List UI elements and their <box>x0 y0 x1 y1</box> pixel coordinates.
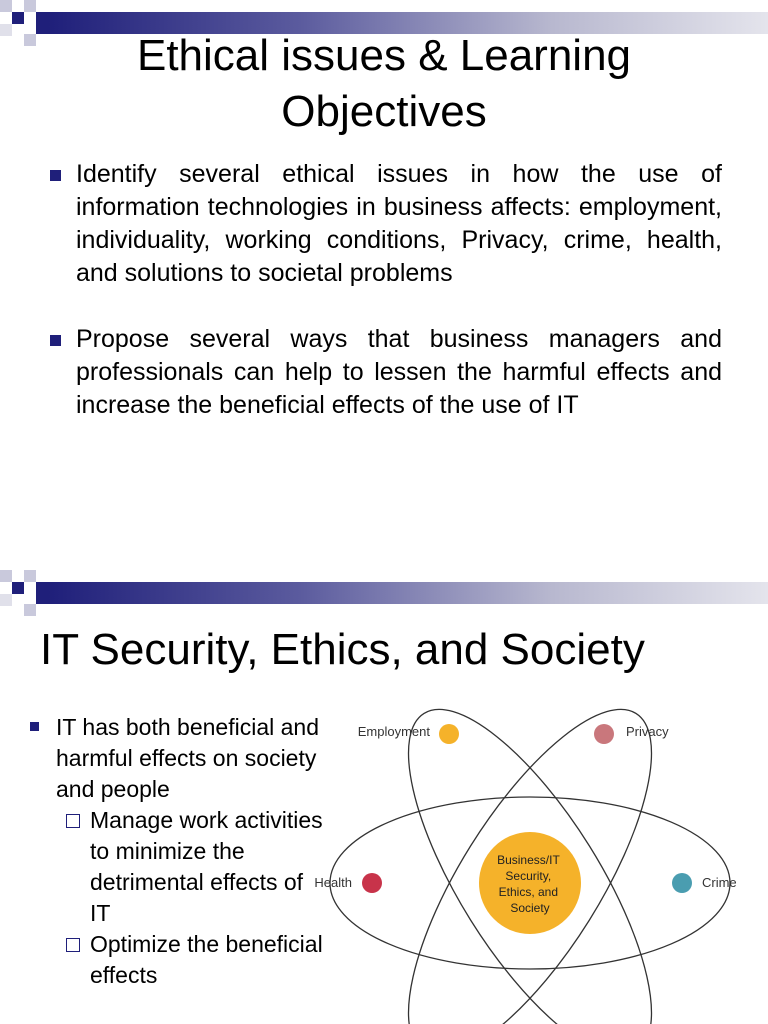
ethics-orbit-diagram <box>300 700 768 1024</box>
list-item <box>44 158 722 290</box>
list-item <box>44 323 722 422</box>
list-item <box>24 712 324 991</box>
sub-bullet-text: Manage work activities to minimize the detrimental effects of IT <box>90 807 323 926</box>
square-bullet-icon <box>50 170 61 181</box>
bullet-text: Propose several ways that business managers and professionals can help to lessen the harmful effects and increase the beneficial effects of the use of IT <box>76 325 722 419</box>
title-line-1: Ethical issues & Learning <box>136 31 632 80</box>
center-label-line: Society <box>510 901 550 915</box>
crime-label: Crime <box>702 875 737 890</box>
hollow-square-bullet-icon <box>66 938 80 952</box>
privacy-node <box>594 724 614 744</box>
sub-list <box>56 805 324 991</box>
slide-it-security <box>0 570 768 1024</box>
title-line-2: Objectives <box>281 87 487 136</box>
crime-node <box>672 873 692 893</box>
sub-list-item <box>56 805 324 929</box>
center-circle <box>479 832 581 934</box>
center-label-line: Ethics, and <box>498 885 559 899</box>
center-label-line: Security, <box>505 869 552 883</box>
hollow-square-bullet-icon <box>66 814 80 828</box>
employment-node <box>439 724 459 744</box>
sub-bullet-text: Optimize the beneficial effects <box>90 931 323 988</box>
slide-header-decoration <box>0 570 768 616</box>
bullet-text: Identify several ethical issues in how the use of information technologies in business affects: employment, individuality, working conditions, Privacy, crime, health, and solutions to societal problems <box>76 160 722 287</box>
center-label-line: Business/IT <box>497 853 560 867</box>
bullet-text: IT has both beneficial and harmful effects on society and people <box>56 714 319 802</box>
privacy-label: Privacy <box>626 724 669 739</box>
sub-list-item <box>56 929 324 991</box>
square-bullet-icon <box>50 335 61 346</box>
health-label: Health <box>314 875 352 890</box>
objectives-list <box>44 158 722 455</box>
employment-label: Employment <box>357 724 430 739</box>
health-node <box>362 873 382 893</box>
slide-title: IT Security, Ethics, and Society <box>40 625 645 674</box>
slide-title <box>0 28 768 140</box>
square-bullet-icon <box>30 722 39 731</box>
content-list <box>24 712 324 991</box>
